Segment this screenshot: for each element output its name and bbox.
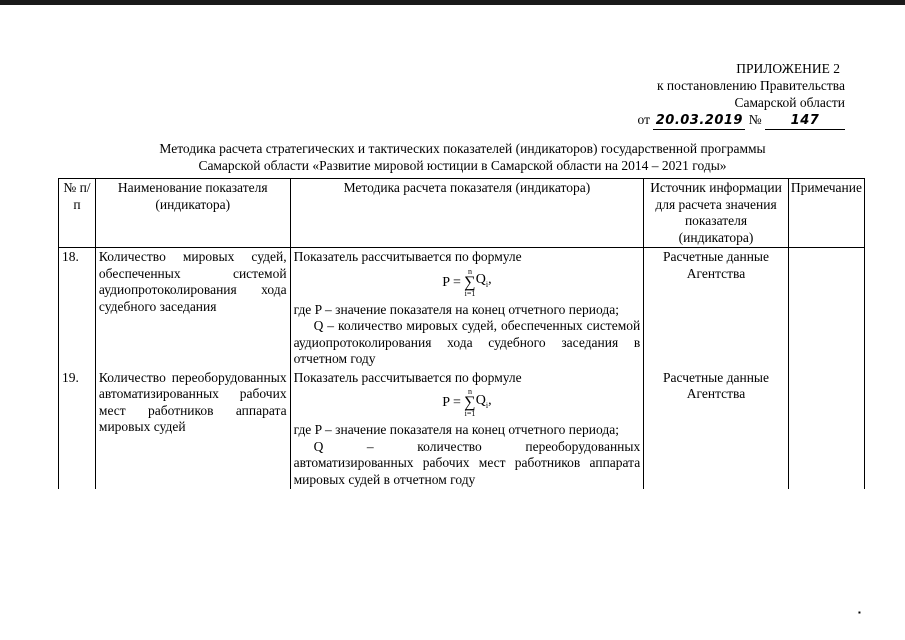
header-source: Источник информации для расчета значения показателя (индикатора) [644, 179, 789, 248]
row-source: Расчетные данные Агентства [644, 248, 789, 369]
sum-upper-limit: n [468, 387, 472, 396]
document-title-line-2: Самарской области «Развитие мировой юстиции в Самарской области на 2014 – 2021 годы» [198, 158, 727, 173]
resolution-date: 20.03.2019 [653, 112, 745, 130]
formula [294, 388, 641, 418]
table-row [59, 369, 865, 490]
formula-rhs [476, 393, 492, 408]
resolution-number: 147 [765, 112, 845, 130]
formula-subscript: i [485, 400, 489, 410]
formula-lhs: P = [442, 395, 461, 410]
row-num: 18. [59, 248, 96, 369]
formula-variable: Q [475, 392, 486, 408]
sigma-icon: ∑ [464, 394, 476, 411]
sum-lower-limit: i=1 [464, 409, 476, 418]
formula-subscript: i [485, 279, 489, 289]
sum-lower-limit: i=1 [464, 288, 476, 298]
row-source: Расчетные данные Агентства [644, 369, 789, 490]
formula-tail: , [488, 392, 492, 408]
method-lead: Показатель рассчитывается по формуле [293, 249, 522, 264]
header-method: Методика расчета показателя (индикатора) [290, 179, 644, 248]
document-title-line-1: Методика расчета стратегических и тактических показателей (индикаторов) государственной программы [159, 141, 766, 156]
formula-variable: Q [475, 272, 486, 288]
method-lead: Показатель рассчитывается по формуле [293, 369, 522, 385]
row-indicator-name: Количество мировых судей, обеспеченных системой аудиопротоколирования хода судебного заседания [95, 248, 290, 369]
formula [294, 268, 641, 298]
header-num: № п/п [59, 179, 96, 248]
sum-sign [464, 268, 475, 298]
document-title [60, 140, 865, 174]
row-method [290, 369, 644, 490]
scan-mark: ▪ [858, 608, 861, 617]
formula-lhs: P = [442, 274, 461, 290]
table-header-row [59, 179, 865, 248]
method-q-definition: Q – количество мировых судей, обеспеченных системой аудиопротоколирования хода судебного заседания в отчетном году [293, 318, 641, 366]
row-note [788, 248, 864, 369]
indicators-table [58, 178, 865, 489]
row-indicator-name: Количество переоборудованных автоматизированных рабочих мест работников аппарата мировых судей [95, 369, 290, 490]
number-prefix: № [748, 112, 762, 127]
formula-rhs [476, 272, 492, 287]
sum-sign [464, 388, 475, 418]
annex-resolution-line: к постановлению Правительства [656, 78, 845, 93]
method-q-definition: Q – количество переоборудованных автоматизированных рабочих мест работников аппарата мировых судей в отчетном году [293, 438, 641, 487]
sigma-icon: ∑ [464, 273, 476, 291]
annex-title: ПРИЛОЖЕНИЕ 2 [736, 61, 840, 76]
table-row [59, 248, 865, 369]
formula-tail: , [488, 272, 492, 288]
header-note: Примечание [788, 179, 864, 248]
date-prefix: от [637, 112, 650, 127]
row-note [788, 369, 864, 490]
method-where: где P – значение показателя на конец отчетного периода; [293, 301, 619, 317]
row-method [290, 248, 644, 369]
sum-upper-limit: n [468, 266, 472, 276]
annex-region-line: Самарской области [734, 95, 845, 110]
annex-date-line [638, 111, 846, 130]
header-name: Наименование показателя (индикатора) [95, 179, 290, 248]
method-where: где P – значение показателя на конец отчетного периода; [293, 422, 619, 437]
page-top-border [0, 0, 905, 5]
row-num: 19. [59, 369, 96, 490]
annex-block [638, 60, 846, 130]
